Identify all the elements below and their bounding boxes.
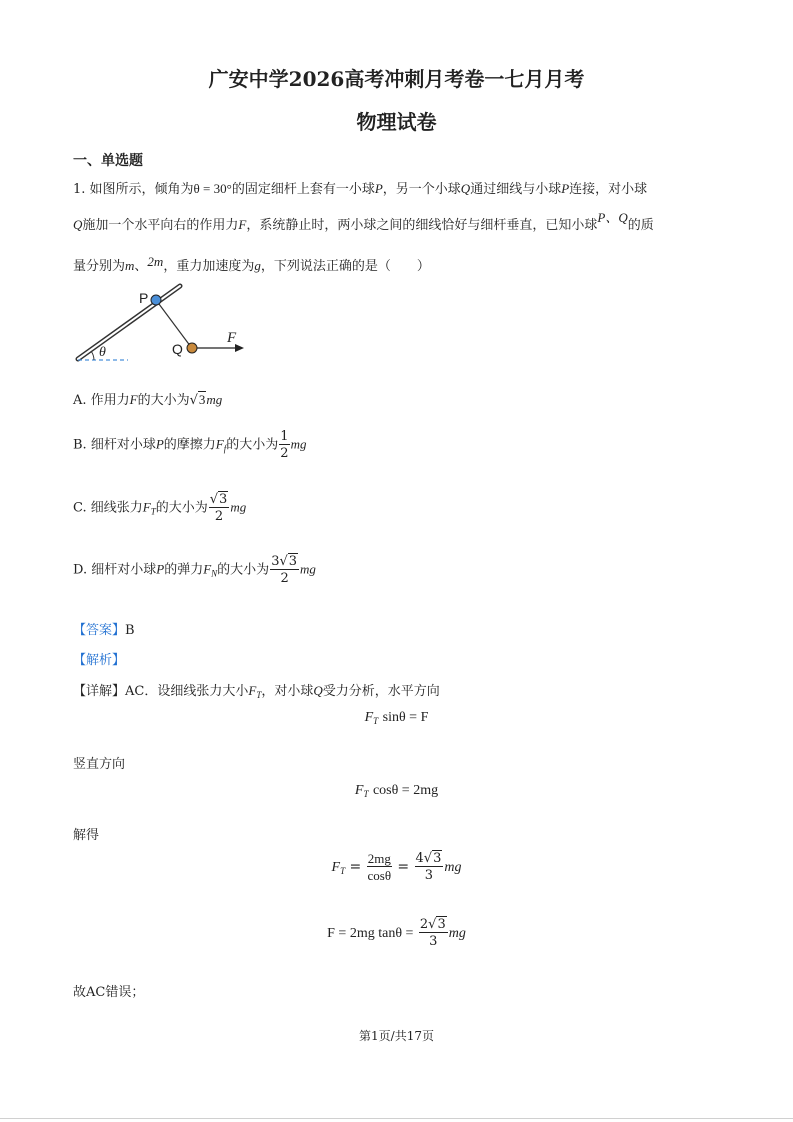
equation-force: F = 2mg tanθ = $\frac{2√3}{3}$ mg [327, 917, 466, 949]
incline-diagram [72, 280, 252, 366]
label-f: F [227, 330, 237, 346]
conclusion-line: 故AC错误； [73, 985, 145, 1000]
force-arrow-head [235, 344, 244, 352]
option-a[interactable]: A. 作用力F的大小为√3mg [73, 392, 223, 408]
question-line-2: Q施加一个水平向右的作用力F，系统静止时，两小球之间的细线恰好与细杆垂直，已知小球P、Q的质 [73, 210, 654, 233]
string [156, 300, 191, 347]
detail-line: 【详解】AC．设细线张力大小$F_T$，对小球Q受力分析，水平方向 [73, 683, 440, 700]
vertical-label: 竖直方向 [73, 757, 126, 772]
equation-tension: $F_T$ = $\frac{2mg}{\cos\theta}$ = $\frac{4√3}{3}$ mg [331, 851, 462, 883]
question-line-3: 量分别为m、2m，重力加速度为g，下列说法正确的是（ ） [73, 254, 430, 274]
option-b[interactable]: B. 细杆对小球P的摩擦力$F_f$的大小为 $\frac{1}{2}$ mg [73, 429, 307, 461]
section-heading: 一、单选题 [73, 153, 143, 169]
angle-arc [91, 351, 94, 360]
answer-line [73, 619, 135, 638]
analysis-line: 【解析】 [73, 653, 126, 668]
option-c[interactable]: C. 细线张力$F_T$的大小为 $\frac{√3}{2}$ mg [73, 492, 247, 524]
label-p: P [139, 290, 149, 306]
theta-label: θ [99, 345, 106, 360]
ball-p [151, 295, 161, 305]
page-title: 广安中学2026高考冲刺月考卷一七月月考 [208, 67, 585, 91]
page-footer: 第1页/共17页 [359, 1029, 434, 1043]
answer-tag: 【答案】 [73, 623, 126, 638]
equation-horizontal: $F_T$ sinθ = F [364, 710, 429, 726]
equation-vertical: $F_T$ cosθ = 2mg [354, 783, 439, 799]
page-subtitle: 物理试卷 [356, 110, 437, 134]
ball-q [187, 343, 197, 353]
question-line-1: 1. 如图所示，倾角为θ = 30°的固定细杆上套有一小球P，另一个小球Q通过细线与小球P连接，对小球 [73, 181, 648, 197]
option-d[interactable]: D. 细杆对小球P的弹力$F_N$的大小为 $\frac{3√3}{2}$ mg [73, 554, 316, 586]
page-bottom-rule [0, 1118, 793, 1119]
answer-value: B [125, 623, 135, 638]
label-q: Q [172, 341, 183, 357]
solve-label: 解得 [73, 828, 100, 843]
